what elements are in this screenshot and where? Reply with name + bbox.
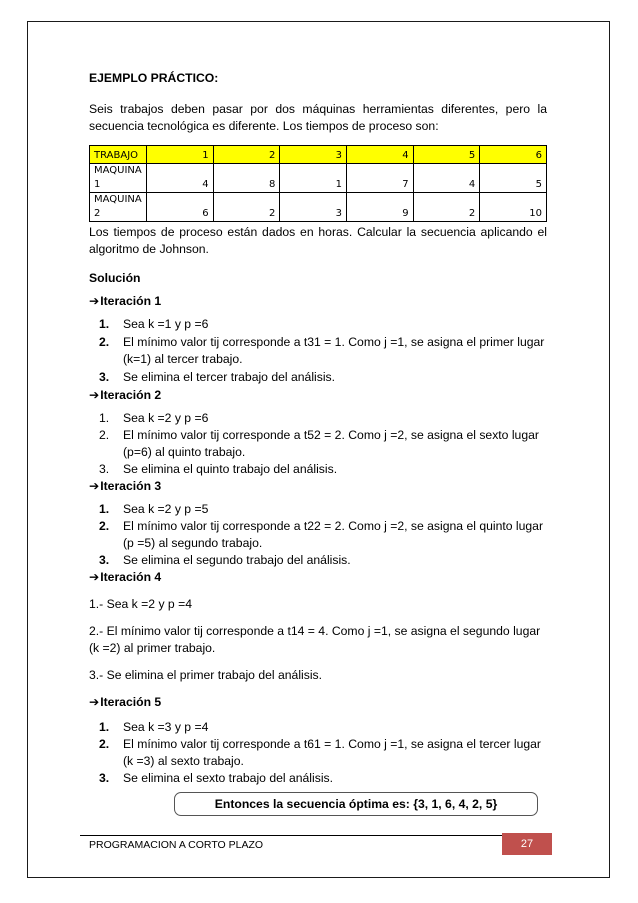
list-item: 1. Sea k =2 y p =6	[99, 411, 209, 425]
iteration-heading: ➔Iteración 3	[89, 479, 162, 493]
row-label: MAQUINA 2	[90, 193, 147, 222]
iteration-steps	[89, 501, 547, 569]
table-header-cell: TRABAJO	[90, 146, 147, 164]
footer-divider	[80, 835, 548, 836]
list-item: 1. Sea k =3 y p =4	[99, 720, 209, 734]
table-row	[90, 164, 547, 193]
arrow-right-icon: ➔	[89, 695, 100, 709]
table-cell: 2	[413, 193, 480, 222]
section-title: EJEMPLO PRÁCTICO:	[89, 71, 219, 85]
arrow-right-icon: ➔	[89, 570, 100, 584]
list-item: 3. Se elimina el segundo trabajo del análisis.	[99, 553, 351, 567]
table-header-cell: 4	[346, 146, 413, 164]
list-item: 1. Sea k =1 y p =6	[99, 317, 209, 331]
iteration-heading: ➔Iteración 4	[89, 570, 162, 584]
list-item: 2. El mínimo valor tij corresponde a t61 = 1. Como j =1, se asigna el tercer lugar (k =3) al sexto trabajo.	[99, 737, 541, 768]
iteration-steps	[89, 410, 547, 478]
iteration-paragraph: 1.- Sea k =2 y p =4	[89, 597, 192, 611]
intro-paragraph: Seis trabajos deben pasar por dos máquinas herramientas diferentes, pero la secuencia tecnológica es diferente. Los tiempos de proceso son:	[89, 102, 547, 133]
table-header-cell: 1	[147, 146, 214, 164]
processing-times-table	[89, 145, 547, 222]
table-cell: 5	[480, 164, 547, 193]
iteration-paragraph: 3.- Se elimina el primer trabajo del análisis.	[89, 668, 323, 682]
list-item: 3. Se elimina el sexto trabajo del análisis.	[99, 771, 334, 785]
problem-statement: Los tiempos de proceso están dados en horas. Calcular la secuencia aplicando el algoritmo de Johnson.	[89, 225, 547, 256]
table-header-cell: 2	[213, 146, 280, 164]
document-body	[89, 70, 547, 787]
list-item: 3. Se elimina el quinto trabajo del análisis.	[99, 462, 338, 476]
table-cell: 6	[147, 193, 214, 222]
result-callout: Entonces la secuencia óptima es: {3, 1, 6, 4, 2, 5}	[174, 792, 538, 816]
table-cell: 4	[147, 164, 214, 193]
iteration-steps	[89, 719, 547, 787]
list-item: 2. El mínimo valor tij corresponde a t22 = 2. Como j =2, se asigna el quinto lugar (p =5) al segundo trabajo.	[99, 519, 544, 550]
list-item: 1. Sea k =2 y p =5	[99, 502, 209, 516]
table-cell: 8	[213, 164, 280, 193]
table-cell: 9	[346, 193, 413, 222]
table-header-cell: 5	[413, 146, 480, 164]
list-item: 2. El mínimo valor tij corresponde a t31 = 1. Como j =1, se asigna el primer lugar (k=1) al tercer trabajo.	[99, 335, 545, 366]
list-item: 2. El mínimo valor tij corresponde a t52 = 2. Como j =2, se asigna el sexto lugar (p=6) al quinto trabajo.	[99, 428, 539, 459]
solution-heading: Solución	[89, 271, 141, 285]
row-label: MAQUINA 1	[90, 164, 147, 193]
table-cell: 3	[280, 193, 347, 222]
arrow-right-icon: ➔	[89, 388, 100, 402]
footer-title: PROGRAMACION A CORTO PLAZO	[89, 839, 264, 851]
iteration-heading: ➔Iteración 1	[89, 294, 162, 308]
table-cell: 2	[213, 193, 280, 222]
table-header-cell: 3	[280, 146, 347, 164]
table-row	[90, 193, 547, 222]
arrow-right-icon: ➔	[89, 294, 100, 308]
table-cell: 4	[413, 164, 480, 193]
table-cell: 7	[346, 164, 413, 193]
iteration-steps	[89, 316, 547, 386]
table-cell: 1	[280, 164, 347, 193]
table-cell: 10	[480, 193, 547, 222]
page-number: 27	[502, 833, 552, 855]
table-header-cell: 6	[480, 146, 547, 164]
table-header-row	[90, 146, 547, 164]
arrow-right-icon: ➔	[89, 479, 100, 493]
iteration-paragraph: 2.- El mínimo valor tij corresponde a t14 = 4. Como j =1, se asigna el segundo lugar (k =2) al primer trabajo.	[89, 624, 541, 655]
iteration-heading: ➔Iteración 2	[89, 388, 162, 402]
iteration-heading: ➔Iteración 5	[89, 695, 162, 709]
list-item: 3. Se elimina el tercer trabajo del análisis.	[99, 370, 336, 384]
